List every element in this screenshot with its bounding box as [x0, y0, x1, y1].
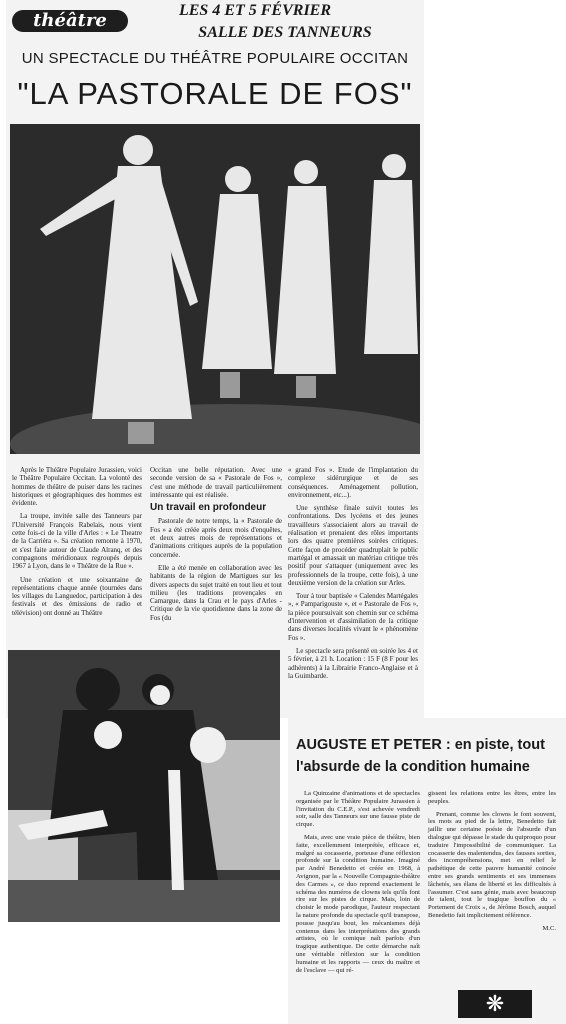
- event-venue: SALLE DES TANNEURS: [198, 24, 372, 41]
- section-badge: théâtre: [12, 10, 128, 32]
- paragraph: Tour à tour baptisée « Calendes Martégales », « Pamparigouste », et « Pastorale de Fos », la pièce poursuivait son chemin sur ce schéma d'intervention et d'assimilation de la critique dans diverses localités vivant le « phénomène Fos ».: [288, 592, 418, 642]
- article1-column-2: [150, 466, 282, 627]
- stage-photo-pastorale: [10, 124, 420, 454]
- section-subheading: Un travail en profondeur: [150, 502, 267, 514]
- article2-headline: AUGUSTE ET PETER : en piste, tout l'absurde de la condition humaine: [296, 737, 545, 775]
- paragraph: Mais, avec une vraie pièce de théâtre, bien faite, excellemment interprétée, efficace et, malgré sa cocasserie, porteuse d'une réflexion profonde sur la condition humaine. Imaginé par André Benedetto et créée en 1968, à Avignon, par la « Nouvelle Compagnie-théâtre des Carmes », ce duo reprend exactement le schéma des numéros de clowns tels qu'ils font rire sur les pistes de cirque. Mais, loin de choisir le mode parodique, l'auteur respectant la nature profonde du spectacle qu'il transpose, pousse jusqu'au bout, les mécanismes déjà contenus dans les interprétations des grands artistes, où le comique naît parfois d'un tragique authentique. De cette démarche naît une véritable réflexion sur la condition humaine et les rapports — ceux du maître et de l'esclave — qui ré-: [296, 833, 420, 974]
- paragraph: Prenant, comme les clowns le font souvent, les mots au pied de la lettre, Benedetto fait jaillir une certaine poésie de l'absurde d'un dialogue qui dépasse le stade du quiproquo pour traduire l'impossibilité de communiquer. La cocasserie des malentendus, des fausses sorties, des incompréhensions, met en relief le pathétique de cette pauvre humanité coincée entre ses grands sentiments et ses immenses lâchetés, ses élans de liberté et les difficultés à l'assumer. C'est sans génie, mais avec beaucoup de talent, tout le tragique bouffon du « Portement de Croix », de Jérôme Bosch, auquel Benedetto fait implicitement référence.: [428, 810, 556, 919]
- paragraph: Une synthèse finale suivit toutes les confrontations. Des lycéens et des jeunes travailleurs s'associaient alors au travail de réalisation et prenaient des rôles importants lors des quatre premières soirées critiques. Cette façon de procéder quadruplait le public martégal et amassait un matériau critique très positif pour s'attaquer (uniquement avec les professionnels de la troupe, cette fois), à une deuxième version de la création sur Arles.: [288, 504, 418, 587]
- paragraph: Après le Théâtre Populaire Jurassien, voici le Théâtre Populaire Occitan. La volonté des hommes de théâtre de puiser dans les racines historiques et géographiques des hommes est évidente.: [12, 466, 142, 508]
- paragraph: « grand Fos ». Etude de l'implantation du complexe sidérurgique et de ses conséquences. Aménagement pollution, environnement, etc...).: [288, 466, 418, 499]
- article2-column-2: [428, 790, 556, 938]
- paragraph: gissent les relations entre les êtres, entre les peuples.: [428, 790, 556, 805]
- paragraph: Le spectacle sera présenté en soirée les 4 et 5 février, à 21 h. Location : 15 F (8 F pour les adhérents) à la Librairie Franco-Anglaise et à la Guimbarde.: [288, 646, 418, 680]
- article2-column-1: [296, 790, 420, 979]
- clowns-photo-illustration: [8, 650, 280, 922]
- paragraph: La Quinzaine d'animations et de spectacles organisée par le Théâtre Populaire Jurassien à l'invitation du C.E.P., s'est achevée vendredi soir, salle des Tanneurs sur une fausse piste de cirque.: [296, 790, 420, 829]
- author-signature: M.C.: [542, 924, 556, 932]
- paragraph: Pastorale de notre temps, la « Pastorale de Fos » a été créée après deux mois d'enquêtes, et deux autres mois de représentations et d'animations critiques auprès de la population concernée.: [150, 517, 282, 559]
- event-date: LES 4 ET 5 FÉVRIER: [178, 2, 332, 19]
- article1-column-3: [288, 466, 418, 685]
- article-kicker: UN SPECTACLE DU THÉÂTRE POPULAIRE OCCITAN: [21, 50, 409, 67]
- paragraph: Une création et une soixantaine de représentations chaque année (tournées dans les villages du Languedoc, participation à des festivals et des émissions de radio et télévision) ont donné au Théâtre: [12, 575, 142, 617]
- article-headline: "LA PASTORALE DE FOS": [17, 76, 413, 111]
- article1-column-1: [12, 466, 142, 622]
- stage-photo-clowns: [8, 650, 280, 922]
- paragraph: La troupe, invitée salle des Tanneurs par l'Université François Rabelais, nous vient cette fois-ci de la ville d'Arles : « Le Theatre de la Carrièra ». Sa création remonte à 1970, et s'est faite autour de Claude Alranq, et des compagnons méridionaux regroupés depuis 1967 à Lyon, dans le « Théâtre de la Rue ».: [12, 512, 142, 571]
- paragraph: Occitan une belle réputation. Avec une seconde version de sa « Pastorale de Fos », c'est une méthode de travail particulièrement intéressante qui est réalisée.: [150, 466, 282, 499]
- stage-photo-illustration: [10, 124, 420, 454]
- paragraph: Elle a été menée en collaboration avec les habitants de la région de Martigues sur les divers aspects du sujet traité en tout lieu et tout milieu (les traditions provençales en Camargue, dans la Crau et le pays d'Arles - Critique de la vie quotidienne dans la zone de Fos (du: [150, 563, 282, 622]
- asterisk-logo-icon: ❋: [458, 990, 532, 1018]
